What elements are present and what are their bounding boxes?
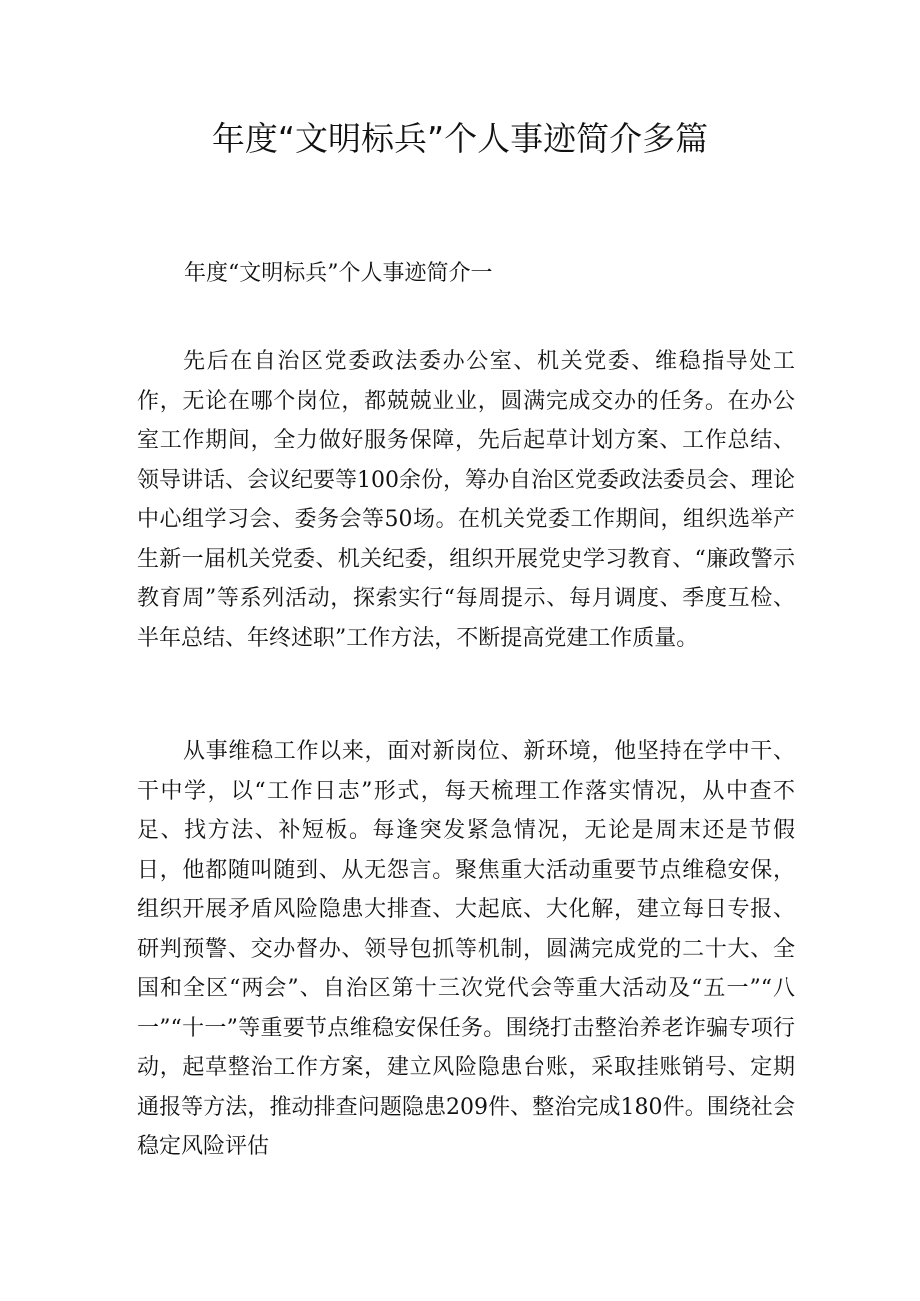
paragraph-1: 先后在自治区党委政法委办公室、机关党委、维稳指导处工作，无论在哪个岗位，都兢兢业业，圆满完成交办的任务。在办公室工作期间，全力做好服务保障，先后起草计划方案、工作总结、领导讲话、会议纪要等100余份，筹办自治区党委政法委员会、理论中心组学习会、委务会等50场。在机关党委工作期间，组织选举产生新一届机关党委、机关纪委，组织开展党史学习教育、“廉政警示教育周”等系列活动，探索实行“每周提示、每月调度、季度互检、半年总结、年终述职”工作方法，不断提高党建工作质量。 — [137, 349, 795, 651]
paragraph-2: 从事维稳工作以来，面对新岗位、新环境，他坚持在学中干、干中学，以“工作日志”形式，每天梳理工作落实情况，从中查不足、找方法、补短板。每逢突发紧急情况，无论是周末还是节假日，他都随叫随到、从无怨言。聚焦重大活动重要节点维稳安保，组织开展矛盾风险隐患大排查、大起底、大化解，建立每日专报、研判预警、交办督办、领导包抓等机制，圆满完成党的二十大、全国和全区“两会”、自治区第十三次党代会等重大活动及“五一”“八一”“十一”等重要节点维稳安保任务。围绕打击整治养老诈骗专项行动，起草整治工作方案，建立风险隐患台账，采取挂账销号、定期通报等方法，推动排查问题隐患209件、整治完成180件。围绕社会稳定风险评估 — [137, 739, 795, 1159]
section-heading: 年度“文明标兵”个人事迹简介一 — [184, 261, 493, 286]
document-title: 年度“文明标兵”个人事迹简介多篇 — [211, 119, 709, 158]
